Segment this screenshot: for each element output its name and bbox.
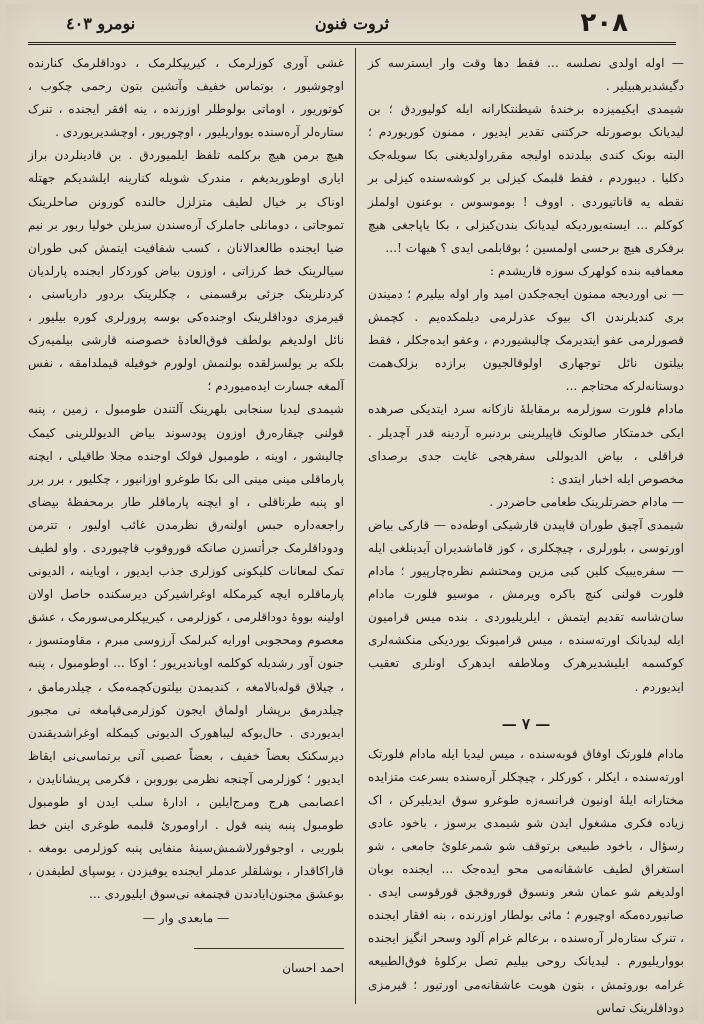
paragraph: — نی اوردیجه ممنون ایجه‌جکدن امید وار اوله بیلیرم ؛ دمیندن بری کندیلرندن اک بیوک عذرلرمی دیلمکده‌یم . کچمش قصورلرمی عفو ایتدیرمک چالیشیوردم ، وعفو ایده‌جکلر ، فقط بیلتون نائل توجهاری اولوقالجیون برازده بزلک‌همت دوستانه‌لرکه محتاجم ... bbox=[368, 286, 684, 394]
continued-note: — مابعدی وار — bbox=[142, 911, 230, 926]
signature-block bbox=[28, 948, 344, 980]
newspaper-page bbox=[6, 4, 698, 1020]
paragraph: شیمدی آچیق طوران قاپیدن قارشیکی اوطه‌ده — قارکی بیاض اورتوسی ، بلورلری ، چیچکلری ، کوز قاماشدیران آیدینلغی ایله — سفره‌یبیک کلین کبی مزین ومحتشم نظره‌چارپیور ؛ مادام فلورت قولنی کنچ باکره ویرمش ، موسیو فلورت مادام سان‌شاسه تقدیم ایتمش ، ایلریلیوردی . بنده میس قرامیون ایله لیدیانک اورته‌سنده ، میس قرامیونک یوردیکی منکشه‌لری کوکسمه ایلیشدیرهرک وملاطفه ایدهرک اونلری تعقیب ایدیوردم . bbox=[368, 517, 684, 694]
paragraph: شیمدی لیدیا سنجابی بلهرینک آلتندن طومبول ، زمین ، پنبه قولنی چیقاره‌رق اوزون پودسوند بیاض الدیوللرینی کیمک چالیشور ، اوینه ، طومبول قولک اوجنده مجلا طاقیلی ، ایچنه پارماقلی مینی مینی الی بکا طوغرو اوزانیور ، چکلیور ، برر برر او پنبه طرناقلی ، او ایچنه پارماقلر طار برمحفظهٔ بیضای راجعه‌داره حبس اولنه‌رق نظرمدن غائب اولیور ، تترمن ودوداقلرمک جرأتسزن صانکه قوروقوب قاچیوردی . واو لطیف تمک لمعانات کلیکونی کوزلری جذب ایدیور ، اویاینه ، الدیونی پارماقلره ایچه کیرمکله اوغراشیرکن دیرسکنده حاصل اولان اولینه بووهٔ دوداقلرمی ، کوزلرمی ، کیریپکلرمی‌سورمک ، عشق معصوم ومحجوبی اورایه کبرلمک آرزوسی مبرم ، مقاومتسوز ، جنون آور رشدیله کوکلمه اویاندیریور ؛ اوکا ... اوطومبول ، پنبه ، چیلاق قوله‌بالامغه ، کندیمدن بیلتون‌کچمه‌مک ، چیلدرمامق ، چیلدرمق برپشار اولماق ایجون کوزلرمی‌قپامغه نی مجبور ایدیوردی . حال‌بوکه لیباهورک الدیونی کیمکله اوغراشدیقندن دیرسکنک بعضاً خفیف ، بعضاً عصبی آنی برتماسی‌نی ایقاظ ایدیور ؛ کوزلرمی آچنجه نظرمی بوروبن ، فکرمی پریشانایدن ، اعصابمی هرج ومرج‌ایلین ، ادارهٔ سلب ایدن او طومبول طومبول پنبه پنبه قول . اراومورئ قلبمه طوغری اینن خط بلوریی ، اوجوقورلاشمش‌سینهٔ منفایی پنبه کوزلرمی بومغه . قاراکاقدار ، بوشلقلر عدملر ایجنده یوفیزدن ، یوسپای لطیفدن ، بوعشق مجنون‌ایادندن قچنمغه نی‌سوق ایلیوردی ... bbox=[28, 402, 344, 902]
author-name: احمد احسان bbox=[282, 961, 344, 976]
paragraph: مادام فلورتک اوفاق قوبه‌سنده ، میس لیدیا ایله مادام فلورتک اورته‌سنده ، ایکلر ، کورکلر ، چیچکلر آره‌سنده بسرعت متزایده مختارانه ایلهٔ اونیون فرانسه‌زه طوغرو سوق ایدیلیرکن ، اک زیاده فکری مشغول ایدن شو شیمدی برسوز ، باخود عادی رسؤال ، باخود طبیعی برتوقف شو شمرعلویٔ جامعی ، شو استغراق لطیف عاشقانه‌می محو ایده‌جک ... ایجنده بوبان اولدیغم شو عمان شعر ونسوق قوروقجق قورقوسی ایدی . صانیورده‌مکه اوچیورم ؛ مائی بولطار اوزرنده ، بنه افقار ایجنده ، تنرک ستاره‌لر آره‌سنده ، برعالم غرام آلود وسحر انگیز ایجنده بوواریلیورم . لیدیانک روحی بیلیم تصل برکلوهٔ فوق‌الطبیعه غرامه بوروتمش ، بتون هویت عاشقانه‌می اورتیور ؛ قیرمزی دوداقلرینک تماس bbox=[368, 746, 684, 1015]
paragraph: غشی آوری کوزلرمک ، کیریپکلرمک ، دوداقلرمک کنارنده اوچوشیور ، بوتماس خفیف وآتشین بتون رحمی چکوب ، کوتوریور ، اوماتی بولوطلر اوزرنده ، ینه افقر ایجنده ، تنرک ستاره‌لر آره‌سنده یوواریلیور ، اوچوریور ، اوچشدیریوردی . bbox=[28, 56, 344, 140]
paragraph: مادام فلورت سوزلرمه برمقابلهٔ نازکانه سرد ایتدیکی صرهده ایکی خدمتکار صالونک قاپیلرینی بردنبره آردینه قدر آچدیلر . فراقلی ، بیاض الدیوللی سفرهجی غایت جدی برصدای مخصوص ایله اخبار ایتدی : bbox=[368, 402, 684, 486]
paragraph: هیچ برمن هیچ برکلمه تلفظ ایلمیوردق . بن قادینلردن براز ایاری اوطوریدیغم ، مندرک شویله کنارینه ایلشدیکم جهتله اوناک بر خیال لطیف متزلزل حالنده کورونن صاحلرینک تموجاتی ، دومانلی جاملرک آره‌سندن سزیلن خولیا ربور بر نیم ضیا ایجنده طالعدالانان ، کسب شفافیت ایتمش کبی طوران سیالرینک خط کرزاتی ، اوزون بیاض کوردکار ایجنده پارلدیان کردنلرینک جزئی برقسمنی ، چکلرینک بردور داریاسنی ، قیرمزی دوداقلرینک اوجنده‌کی بوسه پرورلری کوره بیلیور ، نائل اولدیغم بولطف فوق‌العادهٔ خصوصنه قارشی بیلمیه‌رک بلکه بر یولسزلقده بولنمش اولورم خوفیله قیملدامقه ، نفس آلمغه جسارت ایده‌میوردم ؛ bbox=[28, 148, 344, 394]
header-divider bbox=[28, 42, 676, 45]
paragraph: معمافیه بنده کولهرک سوزه قاریشدم : bbox=[489, 263, 684, 278]
page-header bbox=[26, 10, 678, 40]
page-number: ٢٠٨ bbox=[580, 8, 628, 38]
signature-divider bbox=[194, 948, 344, 949]
journal-title: ثروت فنون bbox=[314, 14, 390, 33]
right-column bbox=[368, 52, 684, 1020]
section-number: — ۷ — bbox=[501, 714, 551, 733]
issue-number: نومرو ٤٠٣ bbox=[66, 14, 136, 33]
paragraph: شیمدی ایکیمیزده برخندهٔ شیطنتکارانه ایله کولیوردق ؛ بن لیدیانک بوصورتله حرکتنی تقدیر ایدیور ، ممنون کوریوردم ؛ البته بونک کندی بیلدنده اولیجه مقرراولدیغنی بکا سویله‌جک دکلیا . دیبوردم ، فقط قلبمک کیزلی بر کوشه‌سنده کیزلی بر نقطه یه قاناتیوردی . اووف ! بوموسوس ، بوعنون اولملز کوکلم ... ایسته‌یوردیکه لیدیانک بندن‌کیزلی ، بکا یاپاجغی هیچ برفکری هیچ برحسی اولمسین ؛ بوقابلمی ایدی ؟ هیهات !... bbox=[368, 102, 684, 255]
paragraph: — اوله اولدی نصلسه ... فقط دها وقت وار ایسترسه کز دگیشدیرهبیلیر . bbox=[368, 56, 684, 94]
column-divider bbox=[355, 48, 356, 1004]
paragraph: — مادام حضرتلرینک طعامی حاضردر . bbox=[489, 494, 684, 509]
left-column bbox=[28, 52, 344, 981]
